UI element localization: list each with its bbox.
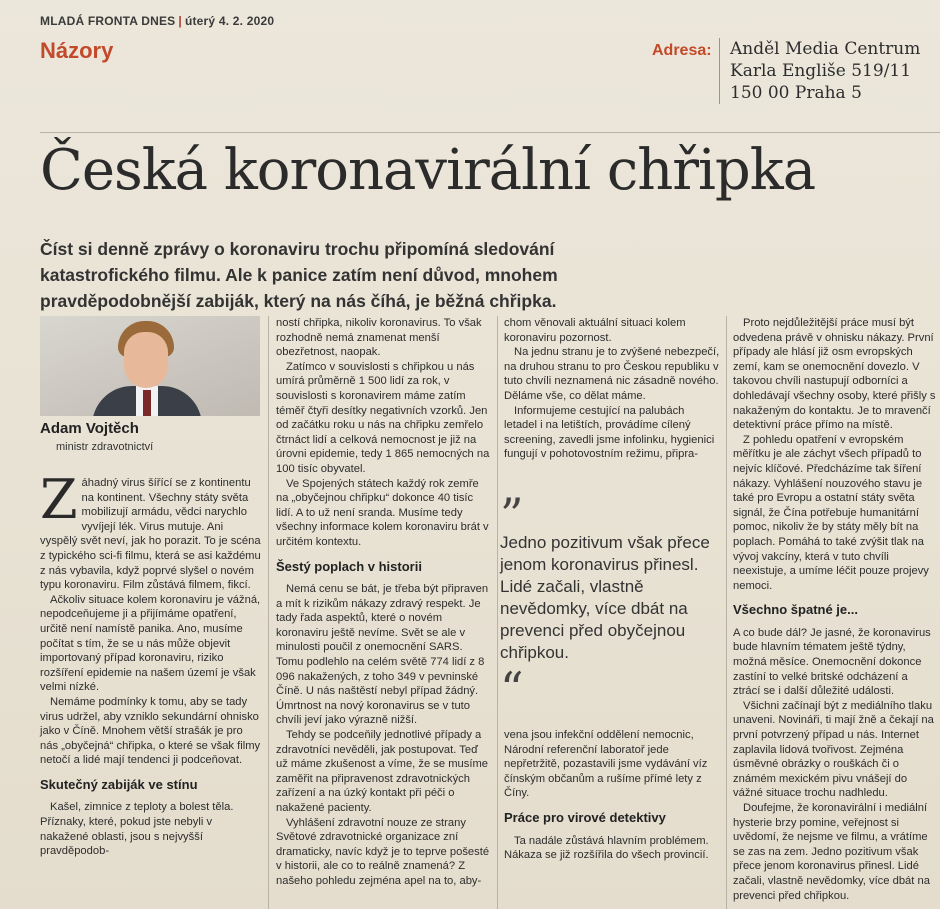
article-column-3-bottom — [504, 728, 720, 863]
paragraph: A co bude dál? Je jasné, že koronavirus bude hlavním tématem ještě týdny, možná měsíce. Onemocnění dokonce zastíní to velké britské odcházení a ztrácí se i další důležité události. — [733, 626, 931, 698]
masthead-separator: | — [178, 14, 182, 28]
quote-close-icon: “ — [500, 662, 524, 716]
paragraph: Zatímco v souvislosti s chřipkou u nás umírá průměrně 1 500 lidí za rok, v souvislosti s koronavirem máme zatím téměř čtyři desítky negativních vzorků. Jen od začátku roku u nás na chřipku zemřelo čtrnáct lidí a celková nemocnost je již na úrovni epidemie, tedy 1 865 nemocných na 100 tisíc obyvatel. — [276, 360, 490, 475]
paragraph: Proto nejdůležitější práce musí být odvedena právě v ohnisku nákazy. První případy ale hlásí již osm evropských zemí, kam se onemocnění dovezlo. V takovou chvíli nastupují odborníci a dohledávají všechny osoby, které přišly s nakaženým do kontaktu. Je to mravenčí detektivní práce přímo na místě. — [733, 317, 936, 432]
address-label: Adresa: — [652, 42, 712, 59]
subheading: Skutečný zabiják ve stínu — [40, 776, 198, 792]
header-rule — [40, 132, 940, 133]
paragraph: Nemáme podmínky k tomu, aby se tady virus udržel, aby vzniklo sekundární ohnisko jako v Číně. Mnohem větší strašák je pro nás „obyčejná“ chřipka, o které se však filmy netočí a lidé mají tendenci ji podceňovat. — [40, 695, 261, 767]
paragraph: Na jednu stranu je to zvýšené nebezpečí, na druhou stranu to pro Českou republiku v tuto chvíli neznamená nic zásadně nového. Děláme vše, co dělat máme. — [504, 346, 720, 402]
article-column-4 — [733, 316, 938, 903]
paragraph: Doufejme, že koronavirální i mediální hysterie brzy pomine, veřejnost si uvědomí, že nejsme ve filmu, a vrátíme se zas na zem. Jedno pozitivum však přece jenom koronavirus přinesl. Lidé začali, vlastně nevědomky, více dbát na prevenci před chřipkou. — [733, 802, 930, 902]
address-divider — [719, 38, 720, 104]
paragraph: ností chřipka, nikoliv koronavirus. To však rozhodně nemá znamenat menší obezřetnost, naopak. — [276, 317, 482, 359]
paragraph: Všichni začínají být z mediálního tlaku unaveni. Novináři, ti mají žně a čekají na první potvrzený případ u nás. Internet zaplavila lidová tvořivost. Zejména úsměvné obrázky o rouškách či o známém mexickém pivu vnášejí do vážné situace trochu nadhledu. — [733, 699, 934, 800]
subheading: Šestý poplach v historii — [276, 558, 422, 574]
quote-open-icon: ” — [500, 488, 524, 542]
paragraph: vena jsou infekční oddělení nemocnic, Národní referenční laboratoř jede nepřetržitě, pozastavili jsme vydávání víz čínským občanům a rušíme přímé lety z Číny. — [504, 729, 708, 800]
address-line: 150 00 Praha 5 — [730, 83, 862, 103]
headline: Česká koronavirální chřipka — [40, 138, 816, 203]
paragraph: chom věnovali aktuální situaci kolem koronaviru pozornost. — [504, 317, 686, 344]
paragraph: áhadný virus šířící se z kontinentu na kontinent. Všechny státy světa mobilizují armádu, vědci narychlo vyvíjejí lék. Virus mutuje. Ani vyspělý svět neví, jak ho porazit. To je scéna z typického sci-fi filmu, která se asi každému z nás vybavila, když poprvé slyšel o novém typu koronaviru. Film zůstává filmem, fikcí. — [40, 477, 261, 592]
paper-name: MLADÁ FRONTA DNES — [40, 14, 176, 28]
subheading: Všechno špatné je... — [733, 602, 858, 618]
paragraph: Ve Spojených státech každý rok zemře na „obyčejnou chřipku“ dokonce 40 tisíc lidí. A to už není sranda. Musíme tedy všechny informace kolem koronaviru brát v určitém kontextu. — [276, 477, 489, 548]
paragraph: Z pohledu opatření v evropském měřítku je ale záchyt všech případů to nejvíc klíčové. Předcházíme tak šíření nákazy. Vyhlášení nouzového stavu je také pro Evropu a ostatní státy světa signál, že Čína potřebuje humanitární pomoc, nikoliv že by státy měly bít na poplach. Pomáhá to také zvýšit tlak na vývoj vakcíny, která v tuto chvíli neexistuje, a umíme léčit pouze projevy nemoci. — [733, 433, 929, 592]
section-title: Názory — [40, 38, 114, 63]
drop-cap: Z — [40, 468, 78, 531]
pull-quote-text: Jedno pozitivum však přece jenom koronavirus přinesl. Lidé začali, vlastně nevědomky, více dbát na prevenci před obyčejnou chřipkou. — [500, 533, 710, 662]
pull-quote — [500, 488, 720, 716]
author-name: Adam Vojtěch — [40, 420, 139, 437]
subheading: Práce pro virové detektivy — [504, 809, 666, 825]
paragraph: Ta nadále zůstává hlavním problémem. Nákaza se již rozšířila do všech provincií. — [504, 834, 709, 862]
article-column-3 — [504, 316, 720, 462]
masthead — [40, 14, 274, 28]
address-line: Anděl Media Centrum — [730, 39, 921, 59]
article-column-2 — [276, 316, 492, 889]
column-rule — [726, 316, 727, 909]
paragraph: Informujeme cestující na palubách letadel i na letištích, provádíme cílený screening, zavedli jsme infolinku, hygienici fungují v pohotovostním režimu, připra- — [504, 404, 715, 461]
address-block — [730, 38, 920, 104]
article-column-1 — [40, 468, 262, 859]
lead-paragraph: Číst si denně zprávy o koronaviru trochu připomíná sledování katastrofického filmu. Ale k panice zatím není důvod, mnohem pravděpodobnější zabiják, který na nás číhá, je běžná chřipka. — [40, 239, 558, 311]
issue-date: úterý 4. 2. 2020 — [184, 14, 275, 28]
paragraph: Ačkoliv situace kolem koronaviru je vážná, nepodceňujeme ji a přijímáme opatření, určitě není namístě panika. Ano, musíme počítat s tím, že se u nás může objevit importovaný případ koronaviru, riziko rozšíření epidemie na našem území je však velmi nízké. — [40, 593, 261, 694]
column-rule — [497, 316, 498, 909]
address-line: Karla Engliše 519/11 — [730, 61, 912, 81]
paragraph: Tehdy se podceňily jednotlivé případy a zdravotníci nevěděli, jak postupovat. Teď už máme zkušenost a víme, že se musíme zaměřit na připravenost zdravotnických zařízení a na úzký kontakt při péči o nakažené pacienty. — [276, 729, 489, 814]
author-role: ministr zdravotnictví — [56, 441, 154, 453]
column-rule — [268, 316, 269, 909]
paragraph: Nemá cenu se bát, je třeba být připraven a mít k rizikům nákazy zdravý respekt. Je tady řada aspektů, které o novém koronaviru ještě nevíme. Svět se ale v minulosti poučil z onemocnění SARS. Tomu podlehlo na celém světě 774 lidí z 8 096 nakažených, z toho 349 v pevninské Číně. U nás naštěstí nebyl případ žádný. Úmrtnost na nový koronavirus se v tuto chvíli jeví jako výrazně nižší. — [276, 583, 489, 727]
author-photo — [40, 316, 260, 416]
paragraph: Kašel, zimnice z teploty a bolest těla. Příznaky, které, pokud jste nebyli v nakažené oblasti, jsou s nejvyšší pravděpodob- — [40, 801, 234, 858]
paragraph: Vyhlášení zdravotní nouze ze strany Světové zdravotnické organizace zní dramaticky, navíc když je to teprve pošesté v historii, ale co to reálně znamená? Z našeho pohledu zejména apel na to, aby- — [276, 816, 490, 887]
